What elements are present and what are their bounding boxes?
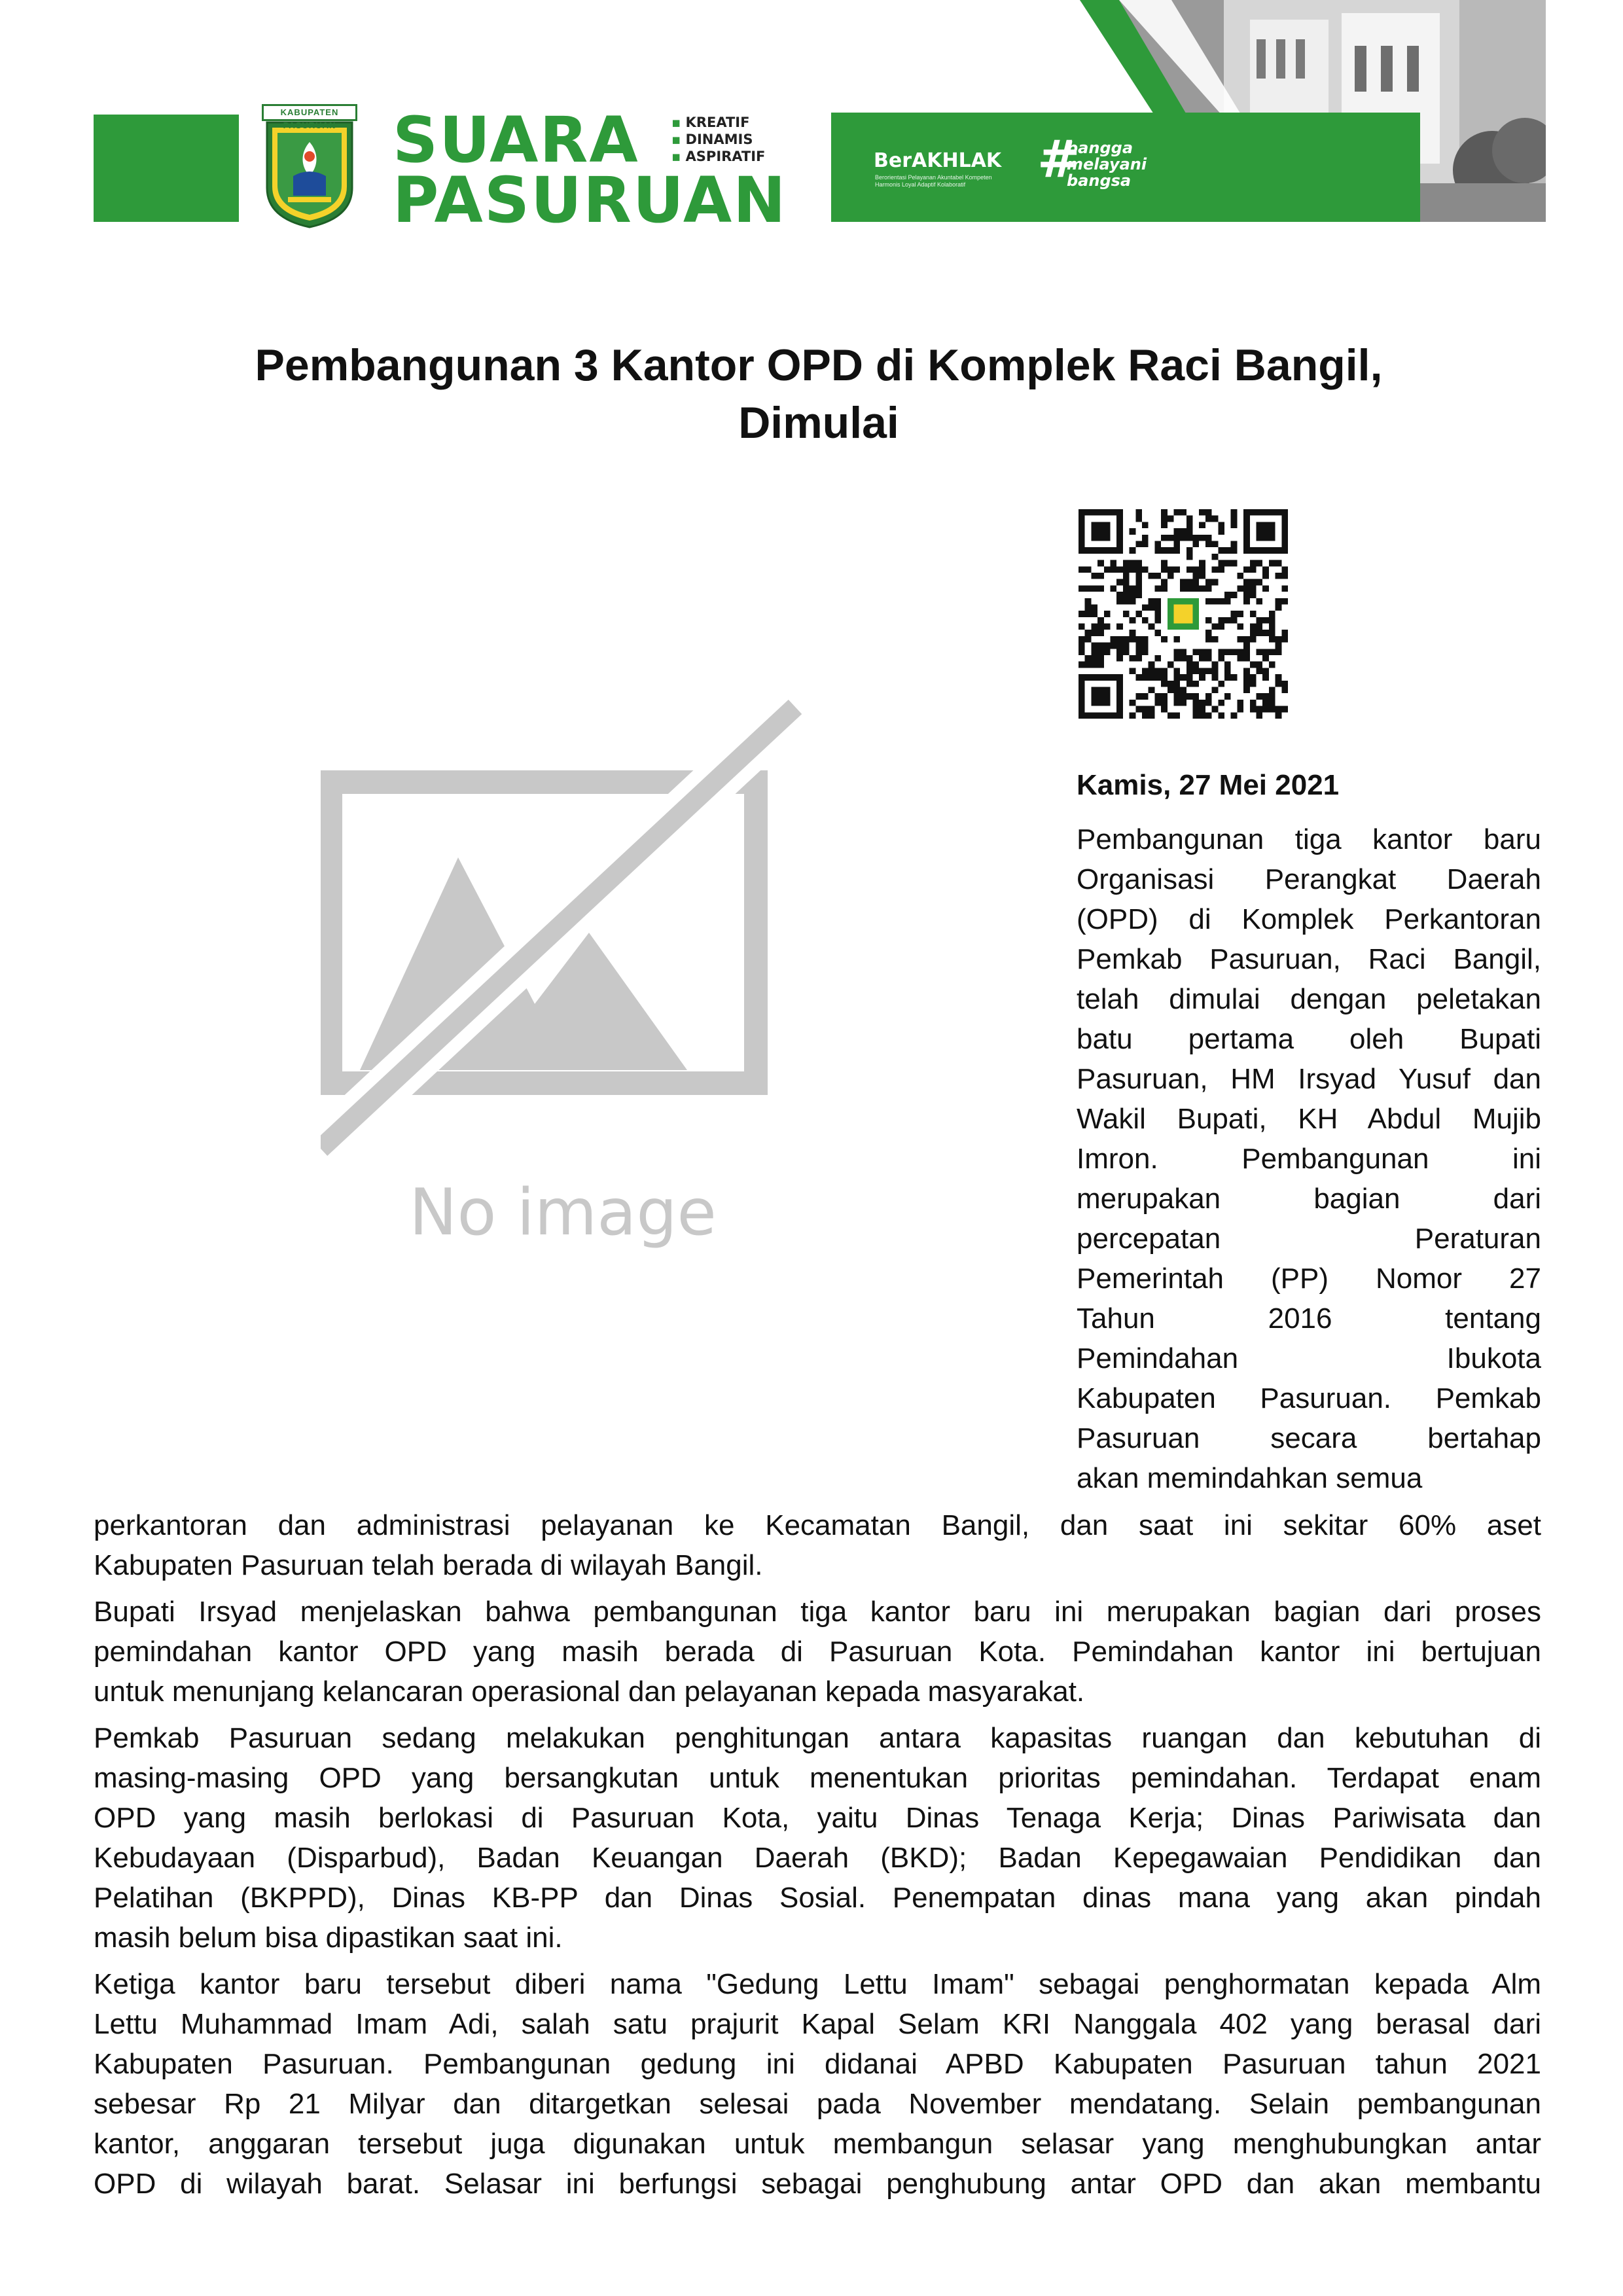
berakhlak-logo: BerAKHLAK <box>874 149 1002 172</box>
lead-text-line: Pembangunan tiga kantor baru <box>1077 823 1541 855</box>
article-title <box>94 336 1544 452</box>
body-text-line: Kabupaten Pasuruan. Pembangunan gedung ini didanai APBD Kabupaten Pasuruan tahun 2021 <box>94 2048 1541 2080</box>
article-date: Kamis, 27 Mei 2021 <box>1077 769 1340 801</box>
lead-text-line: Pasuruan secara bertahap <box>1077 1422 1541 1454</box>
tagline-item: ▪ ASPIRATIF <box>671 148 765 165</box>
lead-text-line: batu pertama oleh Bupati <box>1077 1023 1541 1055</box>
lead-text-line: Pemkab Pasuruan, Raci Bangil, <box>1077 943 1541 975</box>
brand-line-2: PASURUAN <box>393 164 787 237</box>
body-text-line: Ketiga kantor baru tersebut diberi nama "Gedung Lettu Imam" sebagai penghormatan kepada Alm <box>94 1968 1541 2000</box>
body-text-line: Kabupaten Pasuruan telah berada di wilayah Bangil. <box>94 1549 763 1581</box>
header-green-bar-left <box>94 115 239 222</box>
brand-line-1: SUARA <box>393 103 639 177</box>
berakhlak-subtitle: Berorientasi Pelayanan Akuntabel Kompeten Harmonis Loyal Adaptif Kolaboratif <box>875 174 992 188</box>
body-text-line: Pemkab Pasuruan sedang melakukan penghitungan antara kapasitas ruangan dan kebutuhan di <box>94 1722 1541 1754</box>
bangga-line: bangsa <box>1067 171 1132 190</box>
lead-text-line: Pemerintah (PP) Nomor 27 <box>1077 1263 1541 1295</box>
lead-text-line: (OPD) di Komplek Perkantoran <box>1077 903 1541 935</box>
body-text-line: masih belum bisa dipastikan saat ini. <box>94 1922 563 1954</box>
body-paragraph <box>94 1505 1541 1585</box>
body-text-line: Pelatihan (BKPPD), Dinas KB-PP dan Dinas Sosial. Penempatan dinas mana yang akan pindah <box>94 1882 1541 1914</box>
article-title-line-2: Dimulai <box>738 398 899 448</box>
body-text-line: Lettu Muhammad Imam Adi, salah satu prajurit Kapal Selam KRI Nanggala 402 yang berasal dari <box>94 2008 1541 2040</box>
body-text-line: OPD di wilayah barat. Selasar ini berfungsi sebagai penghubung antar OPD dan akan membantu <box>94 2168 1541 2200</box>
body-text-line: OPD yang masih berlokasi di Pasuruan Kota, yaitu Dinas Tenaga Kerja; Dinas Pariwisata dan <box>94 1802 1541 1834</box>
body-paragraph <box>94 1964 1541 2204</box>
lead-text-line: percepatan Peraturan <box>1077 1223 1541 1255</box>
crest-banner-label: KABUPATEN PASURUAN <box>262 104 357 121</box>
article-title-line-1: Pembangunan 3 Kantor OPD di Komplek Raci Bangil, <box>255 340 1383 390</box>
no-image-label: No image <box>409 1175 717 1250</box>
article-lead-column <box>1077 819 1541 1498</box>
body-text-line: masing-masing OPD yang bersangkutan untuk menentukan prioritas pemindahan. Terdapat enam <box>94 1762 1541 1794</box>
bangga-melayani-bangsa-logo <box>1067 140 1147 189</box>
lead-text-line: Pasuruan, HM Irsyad Yusuf dan <box>1077 1063 1541 1095</box>
lead-text-line: Imron. Pembangunan ini <box>1077 1143 1541 1175</box>
body-text-line: untuk menunjang kelancaran operasional dan pelayanan kepada masyarakat. <box>94 1676 1085 1708</box>
body-text-line: Bupati Irsyad menjelaskan bahwa pembangunan tiga kantor baru ini merupakan bagian dari proses <box>94 1596 1541 1628</box>
body-text-line: kantor, anggaran tersebut juga digunakan untuk membangun selasar yang menghubungkan antar <box>94 2128 1541 2160</box>
tagline-item: ▪ KREATIF <box>671 114 765 131</box>
lead-text-line: Wakil Bupati, KH Abdul Mujib <box>1077 1103 1541 1135</box>
lead-text-line: merupakan bagian dari <box>1077 1183 1541 1215</box>
lead-text-line: Pemindahan Ibukota <box>1077 1342 1541 1374</box>
lead-text-line: Organisasi Perangkat Daerah <box>1077 863 1541 895</box>
bangga-hashtag-icon: # <box>1037 130 1080 189</box>
body-text-line: sebesar Rp 21 Milyar dan ditargetkan selesai pada November mendatang. Selain pembangunan <box>94 2088 1541 2120</box>
tagline-item: ▪ DINAMIS <box>671 131 765 148</box>
brand-tagline <box>671 114 765 165</box>
lead-text-line: Tahun 2016 tentang <box>1077 1302 1541 1335</box>
article-body <box>94 1505 1541 2210</box>
body-paragraph <box>94 1592 1541 1712</box>
lead-text-line: Kabupaten Pasuruan. Pemkab <box>1077 1382 1541 1414</box>
body-text-line: perkantoran dan administrasi pelayanan ke Kecamatan Bangil, dan saat ini sekitar 60% aset <box>94 1509 1541 1541</box>
body-text-line: pemindahan kantor OPD yang masih berada di Pasuruan Kota. Pemindahan kantor ini bertujuan <box>94 1636 1541 1668</box>
lead-text-line: telah dimulai dengan peletakan <box>1077 983 1541 1015</box>
body-text-line: Kebudayaan (Disparbud), Badan Keuangan Daerah (BKD); Badan Kepegawaian Pendidikan dan <box>94 1842 1541 1874</box>
body-paragraph <box>94 1718 1541 1958</box>
bangga-line: melayani <box>1067 155 1147 173</box>
lead-text-line: akan memindahkan semua <box>1077 1462 1423 1494</box>
bangga-line: bangga <box>1067 139 1133 157</box>
